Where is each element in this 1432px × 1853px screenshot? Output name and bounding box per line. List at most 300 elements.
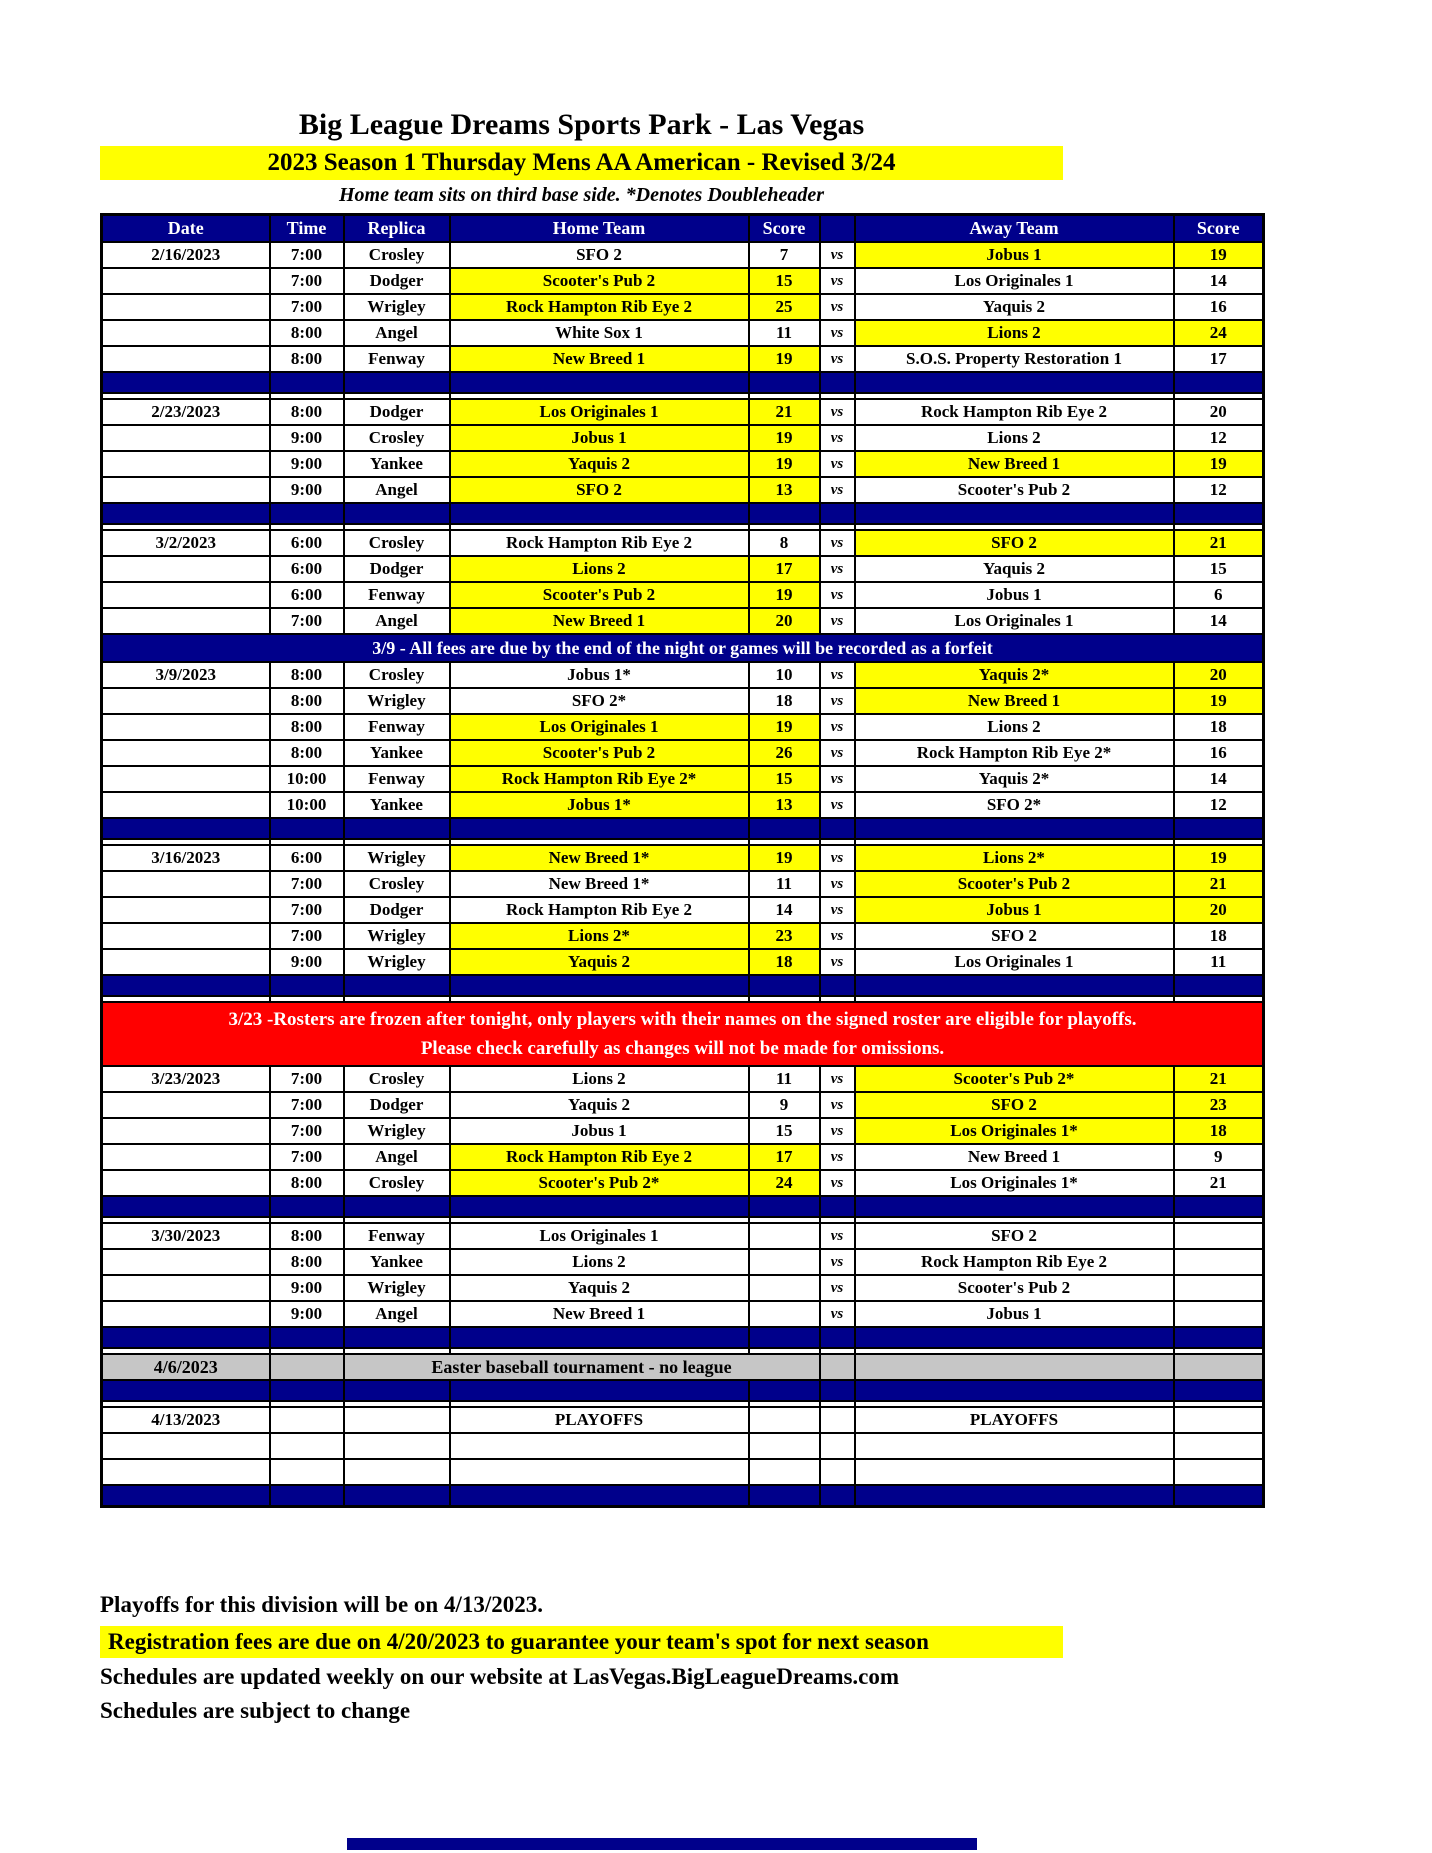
replica-cell: Dodger — [344, 399, 450, 425]
separator-cell — [450, 1485, 749, 1507]
away-score-cell: 12 — [1174, 425, 1264, 451]
date-cell — [102, 477, 270, 503]
vs-label: vs — [820, 268, 855, 294]
away-score-cell: 20 — [1174, 662, 1264, 688]
date-cell — [102, 1170, 270, 1196]
separator-cell — [855, 372, 1174, 393]
home-score-cell: 18 — [749, 949, 820, 975]
separator-cell — [450, 1327, 749, 1348]
date-cell — [102, 451, 270, 477]
date-cell — [102, 582, 270, 608]
time-cell: 7:00 — [270, 1118, 344, 1144]
vs-label: vs — [820, 477, 855, 503]
subject-to-change-note: Schedules are subject to change — [100, 1698, 411, 1723]
home-score-cell: 15 — [749, 268, 820, 294]
separator-cell — [749, 503, 820, 524]
away-score-cell: 20 — [1174, 897, 1264, 923]
time-cell — [270, 1354, 344, 1380]
separator-cell — [749, 1380, 820, 1401]
home-score-cell: 19 — [749, 845, 820, 871]
home-team-cell: Rock Hampton Rib Eye 2 — [450, 1144, 749, 1170]
away-team-cell: Rock Hampton Rib Eye 2 — [855, 1249, 1174, 1275]
home-team-cell: Scooter's Pub 2 — [450, 268, 749, 294]
away-team-cell — [855, 1354, 1174, 1380]
separator-cell — [820, 503, 855, 524]
game-row — [102, 1170, 1264, 1196]
home-team-cell: Scooter's Pub 2 — [450, 582, 749, 608]
replica-cell: Dodger — [344, 556, 450, 582]
home-score-cell — [749, 1301, 820, 1327]
replica-cell: Fenway — [344, 766, 450, 792]
vs-label: vs — [820, 1223, 855, 1249]
time-cell: 7:00 — [270, 923, 344, 949]
away-team-cell: Yaquis 2 — [855, 294, 1174, 320]
separator-cell — [820, 818, 855, 839]
separator-cell — [749, 1485, 820, 1507]
home-score-cell: 20 — [749, 608, 820, 634]
time-cell: 6:00 — [270, 845, 344, 871]
home-team-cell: Yaquis 2 — [450, 1275, 749, 1301]
empty-cell — [820, 1459, 855, 1485]
date-cell — [102, 346, 270, 372]
separator-cell — [749, 1196, 820, 1217]
separator-cell — [102, 1380, 270, 1401]
separator-row — [102, 1485, 1264, 1507]
empty-cell — [820, 1433, 855, 1459]
red-notice-line: Please check carefully as changes will not be made for omissions. — [420, 1038, 945, 1059]
date-cell: 4/13/2023 — [102, 1407, 270, 1433]
game-row — [102, 399, 1264, 425]
separator-cell — [450, 503, 749, 524]
time-cell: 7:00 — [270, 1066, 344, 1092]
separator-cell — [270, 975, 344, 996]
time-cell: 8:00 — [270, 1223, 344, 1249]
column-header-time: Time — [270, 215, 344, 243]
date-cell — [102, 1275, 270, 1301]
separator-cell — [270, 1327, 344, 1348]
vs-cell — [820, 1354, 855, 1380]
empty-cell — [270, 1433, 344, 1459]
home-team-cell: New Breed 1 — [450, 1301, 749, 1327]
game-row — [102, 346, 1264, 372]
separator-row — [102, 818, 1264, 839]
home-team-cell: New Breed 1 — [450, 608, 749, 634]
away-team-cell: Scooter's Pub 2* — [855, 1066, 1174, 1092]
date-cell: 3/23/2023 — [102, 1066, 270, 1092]
away-team-cell: Yaquis 2* — [855, 662, 1174, 688]
home-score-cell — [749, 1407, 820, 1433]
home-score-cell: 15 — [749, 1118, 820, 1144]
vs-label: vs — [820, 662, 855, 688]
empty-cell — [450, 1433, 749, 1459]
schedule-table — [100, 213, 1265, 1508]
separator-cell — [102, 1485, 270, 1507]
separator-cell — [344, 818, 450, 839]
game-row — [102, 662, 1264, 688]
separator-cell — [450, 1380, 749, 1401]
separator-cell — [344, 372, 450, 393]
vs-label: vs — [820, 530, 855, 556]
separator-cell — [1174, 1380, 1264, 1401]
vs-label: vs — [820, 714, 855, 740]
away-team-cell: Los Originales 1* — [855, 1118, 1174, 1144]
time-cell: 7:00 — [270, 871, 344, 897]
away-score-cell: 21 — [1174, 1170, 1264, 1196]
banner-text: Easter baseball tournament - no league — [344, 1354, 820, 1380]
game-row — [102, 582, 1264, 608]
game-row — [102, 1275, 1264, 1301]
home-score-cell: 15 — [749, 766, 820, 792]
away-score-cell — [1174, 1275, 1264, 1301]
home-score-cell: 21 — [749, 399, 820, 425]
home-team-cell: SFO 2 — [450, 242, 749, 268]
separator-cell — [344, 503, 450, 524]
replica-cell: Wrigley — [344, 845, 450, 871]
replica-cell: Angel — [344, 1144, 450, 1170]
time-cell: 7:00 — [270, 294, 344, 320]
date-cell — [102, 556, 270, 582]
notice-row — [102, 634, 1264, 662]
home-score-cell — [749, 1223, 820, 1249]
replica-cell: Wrigley — [344, 1275, 450, 1301]
game-row — [102, 451, 1264, 477]
separator-row — [102, 372, 1264, 393]
separator-cell — [344, 1327, 450, 1348]
game-row — [102, 1223, 1264, 1249]
empty-cell — [102, 1433, 270, 1459]
home-team-cell: Los Originales 1 — [450, 714, 749, 740]
registration-fees-note: Registration fees are due on 4/20/2023 to guarantee your team's spot for next season — [100, 1626, 1063, 1658]
away-score-cell: 16 — [1174, 294, 1264, 320]
vs-label: vs — [820, 582, 855, 608]
separator-cell — [1174, 503, 1264, 524]
playoffs-row — [102, 1407, 1264, 1433]
away-score-cell: 18 — [1174, 714, 1264, 740]
home-team-cell: Yaquis 2 — [450, 451, 749, 477]
replica-cell: Angel — [344, 320, 450, 346]
away-score-cell: 18 — [1174, 923, 1264, 949]
away-team-cell: Jobus 1 — [855, 582, 1174, 608]
replica-cell: Fenway — [344, 1223, 450, 1249]
time-cell: 7:00 — [270, 1144, 344, 1170]
game-row — [102, 268, 1264, 294]
away-score-cell: 14 — [1174, 766, 1264, 792]
replica-cell: Wrigley — [344, 688, 450, 714]
away-score-cell: 20 — [1174, 399, 1264, 425]
game-row — [102, 792, 1264, 818]
time-cell: 8:00 — [270, 399, 344, 425]
away-team-cell: Scooter's Pub 2 — [855, 1275, 1174, 1301]
home-score-cell: 17 — [749, 556, 820, 582]
separator-cell — [344, 975, 450, 996]
empty-cell — [749, 1459, 820, 1485]
separator-cell — [270, 372, 344, 393]
game-row — [102, 871, 1264, 897]
vs-label: vs — [820, 792, 855, 818]
replica-cell: Crosley — [344, 871, 450, 897]
replica-cell: Fenway — [344, 714, 450, 740]
game-row — [102, 1066, 1264, 1092]
replica-cell: Crosley — [344, 425, 450, 451]
home-team-cell: PLAYOFFS — [450, 1407, 749, 1433]
separator-cell — [820, 1380, 855, 1401]
game-row — [102, 530, 1264, 556]
vs-label: vs — [820, 346, 855, 372]
separator-cell — [820, 372, 855, 393]
date-cell — [102, 294, 270, 320]
replica-cell: Wrigley — [344, 1118, 450, 1144]
date-cell — [102, 792, 270, 818]
home-score-cell: 14 — [749, 897, 820, 923]
empty-cell — [749, 1433, 820, 1459]
home-team-cell: New Breed 1 — [450, 346, 749, 372]
vs-label: vs — [820, 897, 855, 923]
time-cell: 7:00 — [270, 897, 344, 923]
separator-row — [102, 503, 1264, 524]
date-cell: 3/9/2023 — [102, 662, 270, 688]
time-cell: 9:00 — [270, 451, 344, 477]
time-cell: 7:00 — [270, 1092, 344, 1118]
vs-label: vs — [820, 320, 855, 346]
away-team-cell: Yaquis 2* — [855, 766, 1174, 792]
date-cell: 4/6/2023 — [102, 1354, 270, 1380]
date-cell — [102, 320, 270, 346]
vs-label: vs — [820, 923, 855, 949]
home-team-cell: Lions 2* — [450, 923, 749, 949]
away-team-cell: Scooter's Pub 2 — [855, 477, 1174, 503]
away-score-cell: 15 — [1174, 556, 1264, 582]
separator-row — [102, 1380, 1264, 1401]
playoffs-date-note: Playoffs for this division will be on 4/13/2023. — [100, 1592, 544, 1617]
home-score-cell: 19 — [749, 451, 820, 477]
game-row — [102, 294, 1264, 320]
away-team-cell: SFO 2* — [855, 792, 1174, 818]
date-cell: 3/16/2023 — [102, 845, 270, 871]
game-row — [102, 425, 1264, 451]
away-score-cell: 12 — [1174, 792, 1264, 818]
time-cell: 7:00 — [270, 608, 344, 634]
away-team-cell: Jobus 1 — [855, 242, 1174, 268]
away-score-cell: 17 — [1174, 346, 1264, 372]
away-score-cell — [1174, 1407, 1264, 1433]
replica-cell: Yankee — [344, 1249, 450, 1275]
time-cell: 10:00 — [270, 766, 344, 792]
header-row — [102, 215, 1264, 243]
easter-banner-row — [102, 1354, 1264, 1380]
separator-cell — [749, 372, 820, 393]
separator-cell — [1174, 372, 1264, 393]
away-score-cell: 9 — [1174, 1144, 1264, 1170]
away-score-cell: 19 — [1174, 451, 1264, 477]
page-title: Big League Dreams Sports Park - Las Vegas — [298, 108, 865, 141]
vs-label: vs — [820, 1092, 855, 1118]
game-row — [102, 556, 1264, 582]
column-header-replica: Replica — [344, 215, 450, 243]
separator-cell — [855, 1327, 1174, 1348]
game-row — [102, 897, 1264, 923]
date-cell — [102, 1092, 270, 1118]
home-score-cell: 17 — [749, 1144, 820, 1170]
game-row — [102, 845, 1264, 871]
separator-row — [102, 975, 1264, 996]
away-score-cell: 11 — [1174, 949, 1264, 975]
home-team-cell: Jobus 1* — [450, 662, 749, 688]
home-score-cell: 13 — [749, 792, 820, 818]
separator-cell — [749, 818, 820, 839]
separator-row — [102, 1327, 1264, 1348]
replica-cell: Dodger — [344, 1092, 450, 1118]
home-team-cell: White Sox 1 — [450, 320, 749, 346]
home-score-cell: 26 — [749, 740, 820, 766]
replica-cell — [344, 1407, 450, 1433]
separator-cell — [749, 1327, 820, 1348]
separator-cell — [1174, 818, 1264, 839]
vs-label: vs — [820, 1301, 855, 1327]
date-cell: 2/23/2023 — [102, 399, 270, 425]
vs-label: vs — [820, 556, 855, 582]
away-team-cell: PLAYOFFS — [855, 1407, 1174, 1433]
time-cell: 8:00 — [270, 1249, 344, 1275]
time-cell: 8:00 — [270, 740, 344, 766]
home-team-note: Home team sits on third base side. *Denotes Doubleheader — [339, 184, 824, 206]
away-team-cell: Rock Hampton Rib Eye 2* — [855, 740, 1174, 766]
time-cell: 8:00 — [270, 346, 344, 372]
separator-cell — [270, 1196, 344, 1217]
column-header-home-team: Home Team — [450, 215, 749, 243]
home-team-cell: Lions 2 — [450, 1066, 749, 1092]
replica-cell: Wrigley — [344, 294, 450, 320]
separator-cell — [450, 818, 749, 839]
empty-cell — [1174, 1433, 1264, 1459]
time-cell: 6:00 — [270, 556, 344, 582]
separator-cell — [450, 1196, 749, 1217]
replica-cell: Angel — [344, 1301, 450, 1327]
date-cell — [102, 714, 270, 740]
column-header-score: Score — [1174, 215, 1264, 243]
home-team-cell: Jobus 1 — [450, 1118, 749, 1144]
date-cell — [102, 871, 270, 897]
date-cell: 3/2/2023 — [102, 530, 270, 556]
replica-cell: Angel — [344, 608, 450, 634]
season-subtitle: 2023 Season 1 Thursday Mens AA American - Revised 3/24 — [100, 146, 1063, 180]
away-team-cell: New Breed 1 — [855, 1144, 1174, 1170]
away-team-cell: Lions 2* — [855, 845, 1174, 871]
away-score-cell — [1174, 1354, 1264, 1380]
time-cell: 7:00 — [270, 242, 344, 268]
home-team-cell: Rock Hampton Rib Eye 2 — [450, 530, 749, 556]
replica-cell: Dodger — [344, 268, 450, 294]
empty-cell — [855, 1459, 1174, 1485]
home-team-cell: Rock Hampton Rib Eye 2 — [450, 294, 749, 320]
away-score-cell: 19 — [1174, 242, 1264, 268]
empty-cell — [270, 1459, 344, 1485]
separator-cell — [344, 1196, 450, 1217]
game-row — [102, 714, 1264, 740]
vs-label: vs — [820, 242, 855, 268]
separator-cell — [855, 503, 1174, 524]
vs-label: vs — [820, 1066, 855, 1092]
empty-cell — [450, 1459, 749, 1485]
replica-cell: Dodger — [344, 897, 450, 923]
date-cell — [102, 1118, 270, 1144]
time-cell: 9:00 — [270, 1275, 344, 1301]
home-team-cell: Rock Hampton Rib Eye 2 — [450, 897, 749, 923]
home-team-cell: Jobus 1* — [450, 792, 749, 818]
game-row — [102, 1118, 1264, 1144]
away-team-cell: Jobus 1 — [855, 897, 1174, 923]
home-score-cell: 24 — [749, 1170, 820, 1196]
replica-cell: Crosley — [344, 530, 450, 556]
home-score-cell — [749, 1275, 820, 1301]
vs-label: vs — [820, 608, 855, 634]
time-cell: 6:00 — [270, 530, 344, 556]
away-score-cell — [1174, 1223, 1264, 1249]
home-score-cell: 19 — [749, 582, 820, 608]
time-cell: 7:00 — [270, 268, 344, 294]
home-team-cell: New Breed 1* — [450, 871, 749, 897]
away-team-cell: Scooter's Pub 2 — [855, 871, 1174, 897]
separator-cell — [855, 1485, 1174, 1507]
date-cell — [102, 949, 270, 975]
away-team-cell: Rock Hampton Rib Eye 2 — [855, 399, 1174, 425]
vs-label: vs — [820, 451, 855, 477]
replica-cell: Yankee — [344, 451, 450, 477]
away-team-cell: Los Originales 1 — [855, 268, 1174, 294]
column-header-vs — [820, 215, 855, 243]
separator-cell — [1174, 1327, 1264, 1348]
away-team-cell: Jobus 1 — [855, 1301, 1174, 1327]
date-cell — [102, 1144, 270, 1170]
empty-row — [102, 1459, 1264, 1485]
replica-cell: Angel — [344, 477, 450, 503]
vs-label: vs — [820, 1170, 855, 1196]
replica-cell: Yankee — [344, 740, 450, 766]
time-cell: 6:00 — [270, 582, 344, 608]
separator-cell — [270, 503, 344, 524]
game-row — [102, 1092, 1264, 1118]
date-cell — [102, 608, 270, 634]
time-cell: 9:00 — [270, 949, 344, 975]
home-team-cell: SFO 2* — [450, 688, 749, 714]
empty-cell — [344, 1433, 450, 1459]
away-score-cell: 18 — [1174, 1118, 1264, 1144]
separator-cell — [749, 975, 820, 996]
separator-cell — [344, 1485, 450, 1507]
red-notice-line: 3/23 -Rosters are frozen after tonight, only players with their names on the signed roster are eligible for playoffs. — [228, 1008, 1137, 1030]
home-score-cell: 13 — [749, 477, 820, 503]
away-score-cell: 14 — [1174, 608, 1264, 634]
empty-cell — [102, 1459, 270, 1485]
game-row — [102, 320, 1264, 346]
date-cell — [102, 688, 270, 714]
home-team-cell: Los Originales 1 — [450, 399, 749, 425]
away-score-cell — [1174, 1301, 1264, 1327]
time-cell: 9:00 — [270, 477, 344, 503]
empty-cell — [855, 1433, 1174, 1459]
vs-label: vs — [820, 1275, 855, 1301]
replica-cell: Crosley — [344, 1066, 450, 1092]
away-score-cell: 21 — [1174, 871, 1264, 897]
away-score-cell: 19 — [1174, 688, 1264, 714]
replica-cell: Yankee — [344, 792, 450, 818]
separator-cell — [450, 975, 749, 996]
date-cell — [102, 1301, 270, 1327]
red-notice-row — [102, 1002, 1264, 1066]
separator-cell — [855, 1196, 1174, 1217]
away-score-cell: 16 — [1174, 740, 1264, 766]
separator-cell — [855, 818, 1174, 839]
vs-label: vs — [820, 1144, 855, 1170]
